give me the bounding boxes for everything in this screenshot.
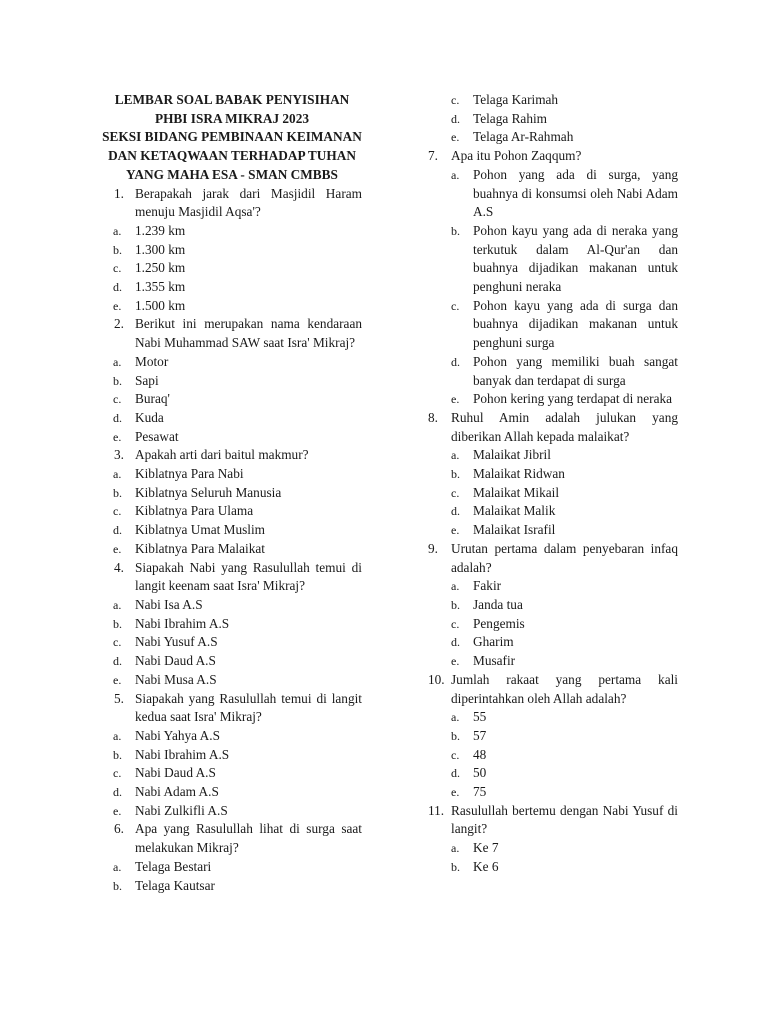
option-text: Pohon yang ada di surga, yang buahnya di konsumsi oleh Nabi Adam A.S xyxy=(473,166,678,220)
option-item xyxy=(451,222,678,297)
header-line-4: DAN KETAQWAAN TERHADAP TUHAN xyxy=(108,148,356,164)
question-text: Berapakah jarak dari Masjidil Haram menuju Masjidil Aqsa'? xyxy=(135,185,362,220)
option-text: Fakir xyxy=(473,578,502,594)
header-line-3: SEKSI BIDANG PEMBINAAN KEIMANAN xyxy=(102,129,362,145)
question-text: Siapakah yang Rasulullah temui di langit kedua saat Isra' Mikraj? xyxy=(135,690,362,725)
option-item xyxy=(451,521,678,540)
option-letter: c. xyxy=(451,485,460,500)
option-text: 57 xyxy=(473,727,487,743)
options-list xyxy=(90,222,362,316)
option-item xyxy=(451,727,678,746)
option-letter: a. xyxy=(451,841,460,856)
option-letter: a. xyxy=(451,710,460,725)
option-text: Telaga Ar-Rahmah xyxy=(473,129,574,145)
option-text: Kuda xyxy=(135,409,164,425)
question-number: 2. xyxy=(114,316,124,332)
options-list xyxy=(428,839,678,876)
option-text: Pohon kering yang terdapat di neraka xyxy=(473,391,673,407)
option-text: Nabi Daud A.S xyxy=(135,765,216,781)
option-letter: a. xyxy=(113,728,122,743)
options-list xyxy=(428,446,678,540)
option-text: Kiblatnya Seluruh Manusia xyxy=(135,484,282,500)
options-list xyxy=(90,465,362,559)
option-item xyxy=(451,633,678,652)
option-item xyxy=(451,577,678,596)
question-2 xyxy=(90,315,362,446)
option-item xyxy=(113,409,362,428)
option-item xyxy=(113,633,362,652)
option-item xyxy=(113,521,362,540)
option-text: 1.355 km xyxy=(135,279,186,295)
option-letter: c. xyxy=(451,616,460,631)
options-list xyxy=(428,708,678,802)
option-letter: d. xyxy=(113,654,122,669)
question-text: Urutan pertama dalam penyebaran infaq adalah? xyxy=(451,540,678,575)
option-letter: e. xyxy=(113,298,122,313)
option-item xyxy=(113,502,362,521)
left-column xyxy=(90,91,362,895)
option-text: 75 xyxy=(473,784,487,800)
question-text: Siapakah Nabi yang Rasulullah temui di langit keenam saat Isra' Mikraj? xyxy=(135,559,362,594)
option-letter: a. xyxy=(451,167,460,182)
option-letter: e. xyxy=(113,672,122,687)
option-letter: d. xyxy=(113,523,122,538)
option-letter: a. xyxy=(113,354,122,369)
question-number: 7. xyxy=(428,148,438,164)
option-letter: e. xyxy=(451,523,460,538)
option-letter: a. xyxy=(113,597,122,612)
option-letter: b. xyxy=(451,859,460,874)
option-letter: e. xyxy=(451,130,460,145)
option-text: 1.250 km xyxy=(135,260,186,276)
option-text: Nabi Yusuf A.S xyxy=(135,634,218,650)
question-number: 6. xyxy=(114,821,124,837)
option-item xyxy=(113,353,362,372)
option-letter: c. xyxy=(113,392,122,407)
option-item xyxy=(113,259,362,278)
option-letter: c. xyxy=(451,93,460,107)
option-text: Nabi Ibrahim A.S xyxy=(135,746,230,762)
option-item xyxy=(451,746,678,765)
option-letter: d. xyxy=(113,410,122,425)
option-item xyxy=(113,802,362,821)
option-item xyxy=(113,278,362,297)
option-text: Malaikat Israfil xyxy=(473,522,556,538)
question-text: Rasulullah bertemu dengan Nabi Yusuf di langit? xyxy=(451,802,678,837)
options-list xyxy=(90,596,362,690)
option-item xyxy=(113,297,362,316)
option-letter: a. xyxy=(113,223,122,238)
option-item xyxy=(113,764,362,783)
option-text: 48 xyxy=(473,746,487,762)
option-item xyxy=(113,727,362,746)
option-text: Telaga Bestari xyxy=(135,858,212,874)
option-letter: c. xyxy=(113,635,122,650)
option-letter: c. xyxy=(113,504,122,519)
option-item xyxy=(113,652,362,671)
option-text: Telaga Kautsar xyxy=(135,877,215,893)
question-number: 10. xyxy=(428,671,445,687)
option-text: Malaikat Ridwan xyxy=(473,466,565,482)
option-text: Nabi Zulkifli A.S xyxy=(135,802,228,818)
option-letter: e. xyxy=(451,654,460,669)
question-8 xyxy=(428,409,678,540)
option-letter: b. xyxy=(451,597,460,612)
option-text: Nabi Ibrahim A.S xyxy=(135,615,230,631)
option-item xyxy=(451,297,678,353)
option-item xyxy=(451,166,678,222)
question-6 xyxy=(90,820,362,895)
options-list xyxy=(428,166,678,409)
option-letter: e. xyxy=(451,392,460,407)
option-text: Kiblatnya Para Malaikat xyxy=(135,540,265,556)
option-item xyxy=(113,746,362,765)
option-text: Buraq' xyxy=(135,391,170,407)
option-item xyxy=(113,428,362,447)
question-text: Apakah arti dari baitul makmur? xyxy=(135,447,309,463)
option-letter: e. xyxy=(451,785,460,800)
options-list xyxy=(428,577,678,671)
option-letter: d. xyxy=(451,354,460,369)
option-item xyxy=(451,708,678,727)
option-item xyxy=(451,596,678,615)
option-letter: d. xyxy=(451,766,460,781)
question-text: Apa itu Pohon Zaqqum? xyxy=(451,148,582,164)
option-item xyxy=(451,390,678,409)
option-item xyxy=(113,671,362,690)
option-text: Telaga Karimah xyxy=(473,92,559,107)
question-text: Apa yang Rasulullah lihat di surga saat melakukan Mikraj? xyxy=(135,821,362,856)
question-number: 9. xyxy=(428,540,438,556)
option-item xyxy=(451,652,678,671)
option-text: Pesawat xyxy=(135,428,179,444)
option-letter: d. xyxy=(451,635,460,650)
option-letter: c. xyxy=(451,747,460,762)
option-letter: b. xyxy=(451,223,460,238)
option-letter: b. xyxy=(451,467,460,482)
option-text: Malaikat Malik xyxy=(473,503,556,519)
option-item xyxy=(451,91,678,110)
option-letter: c. xyxy=(113,261,122,276)
option-item xyxy=(113,615,362,634)
document-header xyxy=(90,91,362,185)
question-text: Berikut ini merupakan nama kendaraan Nabi Muhammad SAW saat Isra' Mikraj? xyxy=(135,316,362,351)
option-text: Nabi Musa A.S xyxy=(135,671,217,687)
option-letter: d. xyxy=(451,111,460,126)
question-5 xyxy=(90,690,362,821)
question-number: 1. xyxy=(114,185,124,201)
right-column xyxy=(428,91,678,877)
question-number: 5. xyxy=(114,690,124,706)
option-text: Malaikat Mikail xyxy=(473,484,560,500)
question-text: Ruhul Amin adalah julukan yang diberikan Allah kepada malaikat? xyxy=(451,409,678,444)
option-text: 1.239 km xyxy=(135,222,186,238)
option-letter: d. xyxy=(113,280,122,295)
option-letter: b. xyxy=(113,878,122,893)
option-text: Kiblatnya Umat Muslim xyxy=(135,522,266,538)
option-item xyxy=(451,128,678,147)
option-item xyxy=(113,390,362,409)
option-item xyxy=(113,241,362,260)
option-letter: a. xyxy=(113,859,122,874)
option-text: Kiblatnya Para Ulama xyxy=(135,503,254,519)
option-item xyxy=(451,502,678,521)
option-item xyxy=(451,858,678,877)
question-text: Jumlah rakaat yang pertama kali diperintahkan oleh Allah adalah? xyxy=(451,671,678,706)
option-text: Pohon kayu yang ada di surga dan buahnya dijadikan makanan untuk penghuni surga xyxy=(473,297,678,351)
option-item xyxy=(113,372,362,391)
question-9 xyxy=(428,540,678,671)
option-letter: b. xyxy=(113,485,122,500)
question-4 xyxy=(90,559,362,690)
options-list xyxy=(90,727,362,821)
question-7 xyxy=(428,147,678,409)
option-letter: e. xyxy=(113,803,122,818)
option-text: Janda tua xyxy=(473,596,523,612)
question-3 xyxy=(90,446,362,558)
option-item xyxy=(113,540,362,559)
option-letter: b. xyxy=(451,728,460,743)
option-item xyxy=(451,110,678,129)
option-item xyxy=(113,596,362,615)
option-item xyxy=(113,465,362,484)
option-text: Nabi Daud A.S xyxy=(135,653,216,669)
options-list xyxy=(90,858,362,895)
option-letter: d. xyxy=(451,504,460,519)
option-letter: e. xyxy=(113,429,122,444)
header-line-2: PHBI ISRA MIKRAJ 2023 xyxy=(154,110,310,126)
option-letter: b. xyxy=(113,242,122,257)
option-item xyxy=(113,484,362,503)
question-number: 3. xyxy=(114,447,124,463)
question-number: 8. xyxy=(428,409,438,425)
option-letter: a. xyxy=(451,579,460,594)
option-text: Sapi xyxy=(135,372,159,388)
question-number: 4. xyxy=(114,559,124,575)
option-letter: e. xyxy=(113,541,122,556)
option-text: Ke 7 xyxy=(473,840,499,856)
option-text: Nabi Isa A.S xyxy=(135,596,203,612)
option-text: Telaga Rahim xyxy=(473,110,548,126)
question-11 xyxy=(428,802,678,877)
header-line-5: YANG MAHA ESA - SMAN CMBBS xyxy=(126,166,338,182)
option-item xyxy=(451,446,678,465)
option-letter: b. xyxy=(113,747,122,762)
option-letter: b. xyxy=(113,616,122,631)
options-list xyxy=(90,353,362,447)
option-text: Malaikat Jibril xyxy=(473,447,551,463)
option-text: Motor xyxy=(135,353,169,369)
option-text: 50 xyxy=(473,765,487,781)
option-letter: c. xyxy=(451,298,460,313)
option-text: Kiblatnya Para Nabi xyxy=(135,466,244,482)
option-text: Nabi Adam A.S xyxy=(135,784,219,800)
question-number: 11. xyxy=(428,802,445,818)
option-letter: d. xyxy=(113,785,122,800)
option-item xyxy=(451,465,678,484)
option-item xyxy=(451,783,678,802)
option-text: Pohon yang memiliki buah sangat banyak dan terdapat di surga xyxy=(473,353,678,388)
option-item xyxy=(113,783,362,802)
option-text: Nabi Yahya A.S xyxy=(135,727,220,743)
option-text: Musafir xyxy=(473,653,516,669)
question-1 xyxy=(90,185,362,316)
option-text: Gharim xyxy=(473,634,514,650)
option-text: Pohon kayu yang ada di neraka yang terkutuk dalam Al-Qur'an dan buahnya dijadikan makanan untuk penghuni neraka xyxy=(473,222,678,295)
option-item xyxy=(451,484,678,503)
option-item xyxy=(113,222,362,241)
option-item xyxy=(113,858,362,877)
option-item xyxy=(451,615,678,634)
option-letter: a. xyxy=(451,448,460,463)
option-letter: b. xyxy=(113,373,122,388)
option-letter: c. xyxy=(113,766,122,781)
option-letter: a. xyxy=(113,467,122,482)
option-text: 1.500 km xyxy=(135,297,186,313)
header-line-1: LEMBAR SOAL BABAK PENYISIHAN xyxy=(114,92,350,107)
option-item xyxy=(451,353,678,390)
option-text: Pengemis xyxy=(473,615,525,631)
option-item xyxy=(451,839,678,858)
question-10 xyxy=(428,671,678,802)
option-item xyxy=(113,877,362,896)
option-text: 55 xyxy=(473,709,487,725)
options-list-continued xyxy=(428,91,678,147)
option-item xyxy=(451,764,678,783)
option-text: Ke 6 xyxy=(473,858,499,874)
option-text: 1.300 km xyxy=(135,241,186,257)
